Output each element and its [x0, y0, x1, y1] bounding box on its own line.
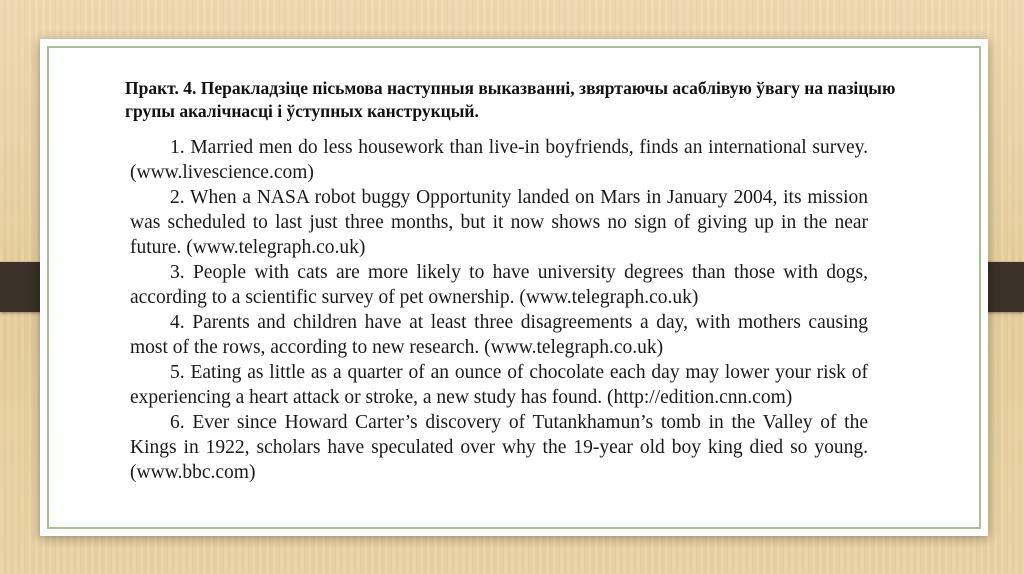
list-item: 1. Married men do less housework than live-in boyfriends, finds an international survey. (www.livescience.com)	[130, 137, 868, 183]
list-item: 4. Parents and children have at least three disagreements a day, with mothers causing most of the rows, according to new research. (www.telegraph.co.uk)	[130, 312, 868, 358]
sentence-list	[130, 135, 868, 485]
list-item: 2. When a NASA robot buggy Opportunity landed on Mars in January 2004, its mission was scheduled to last just three months, but it now shows no sign of giving up in the near future. (www.telegraph.co.uk)	[130, 187, 868, 258]
slide-card	[40, 39, 988, 536]
list-item: 5. Eating as little as a quarter of an ounce of chocolate each day may lower your risk of experiencing a heart attack or stroke, a new study has found. (http://edition.cnn.com)	[130, 362, 868, 408]
list-item: 3. People with cats are more likely to have university degrees than those with dogs, according to a scientific survey of pet ownership. (www.telegraph.co.uk)	[130, 262, 868, 308]
slide-title: Практ. 4. Перакладзіце пісьмова наступныя выказванні, звяртаючы асаблівую ўвагу на пазіцыю групы акалічнасці і ўступных канструкцый.	[125, 78, 896, 121]
list-item: 6. Ever since Howard Carter’s discovery of Tutankhamun’s tomb in the Valley of the Kings in 1922, scholars have speculated over why the 19-year old boy king died so young. (www.bbc.com)	[130, 412, 868, 483]
